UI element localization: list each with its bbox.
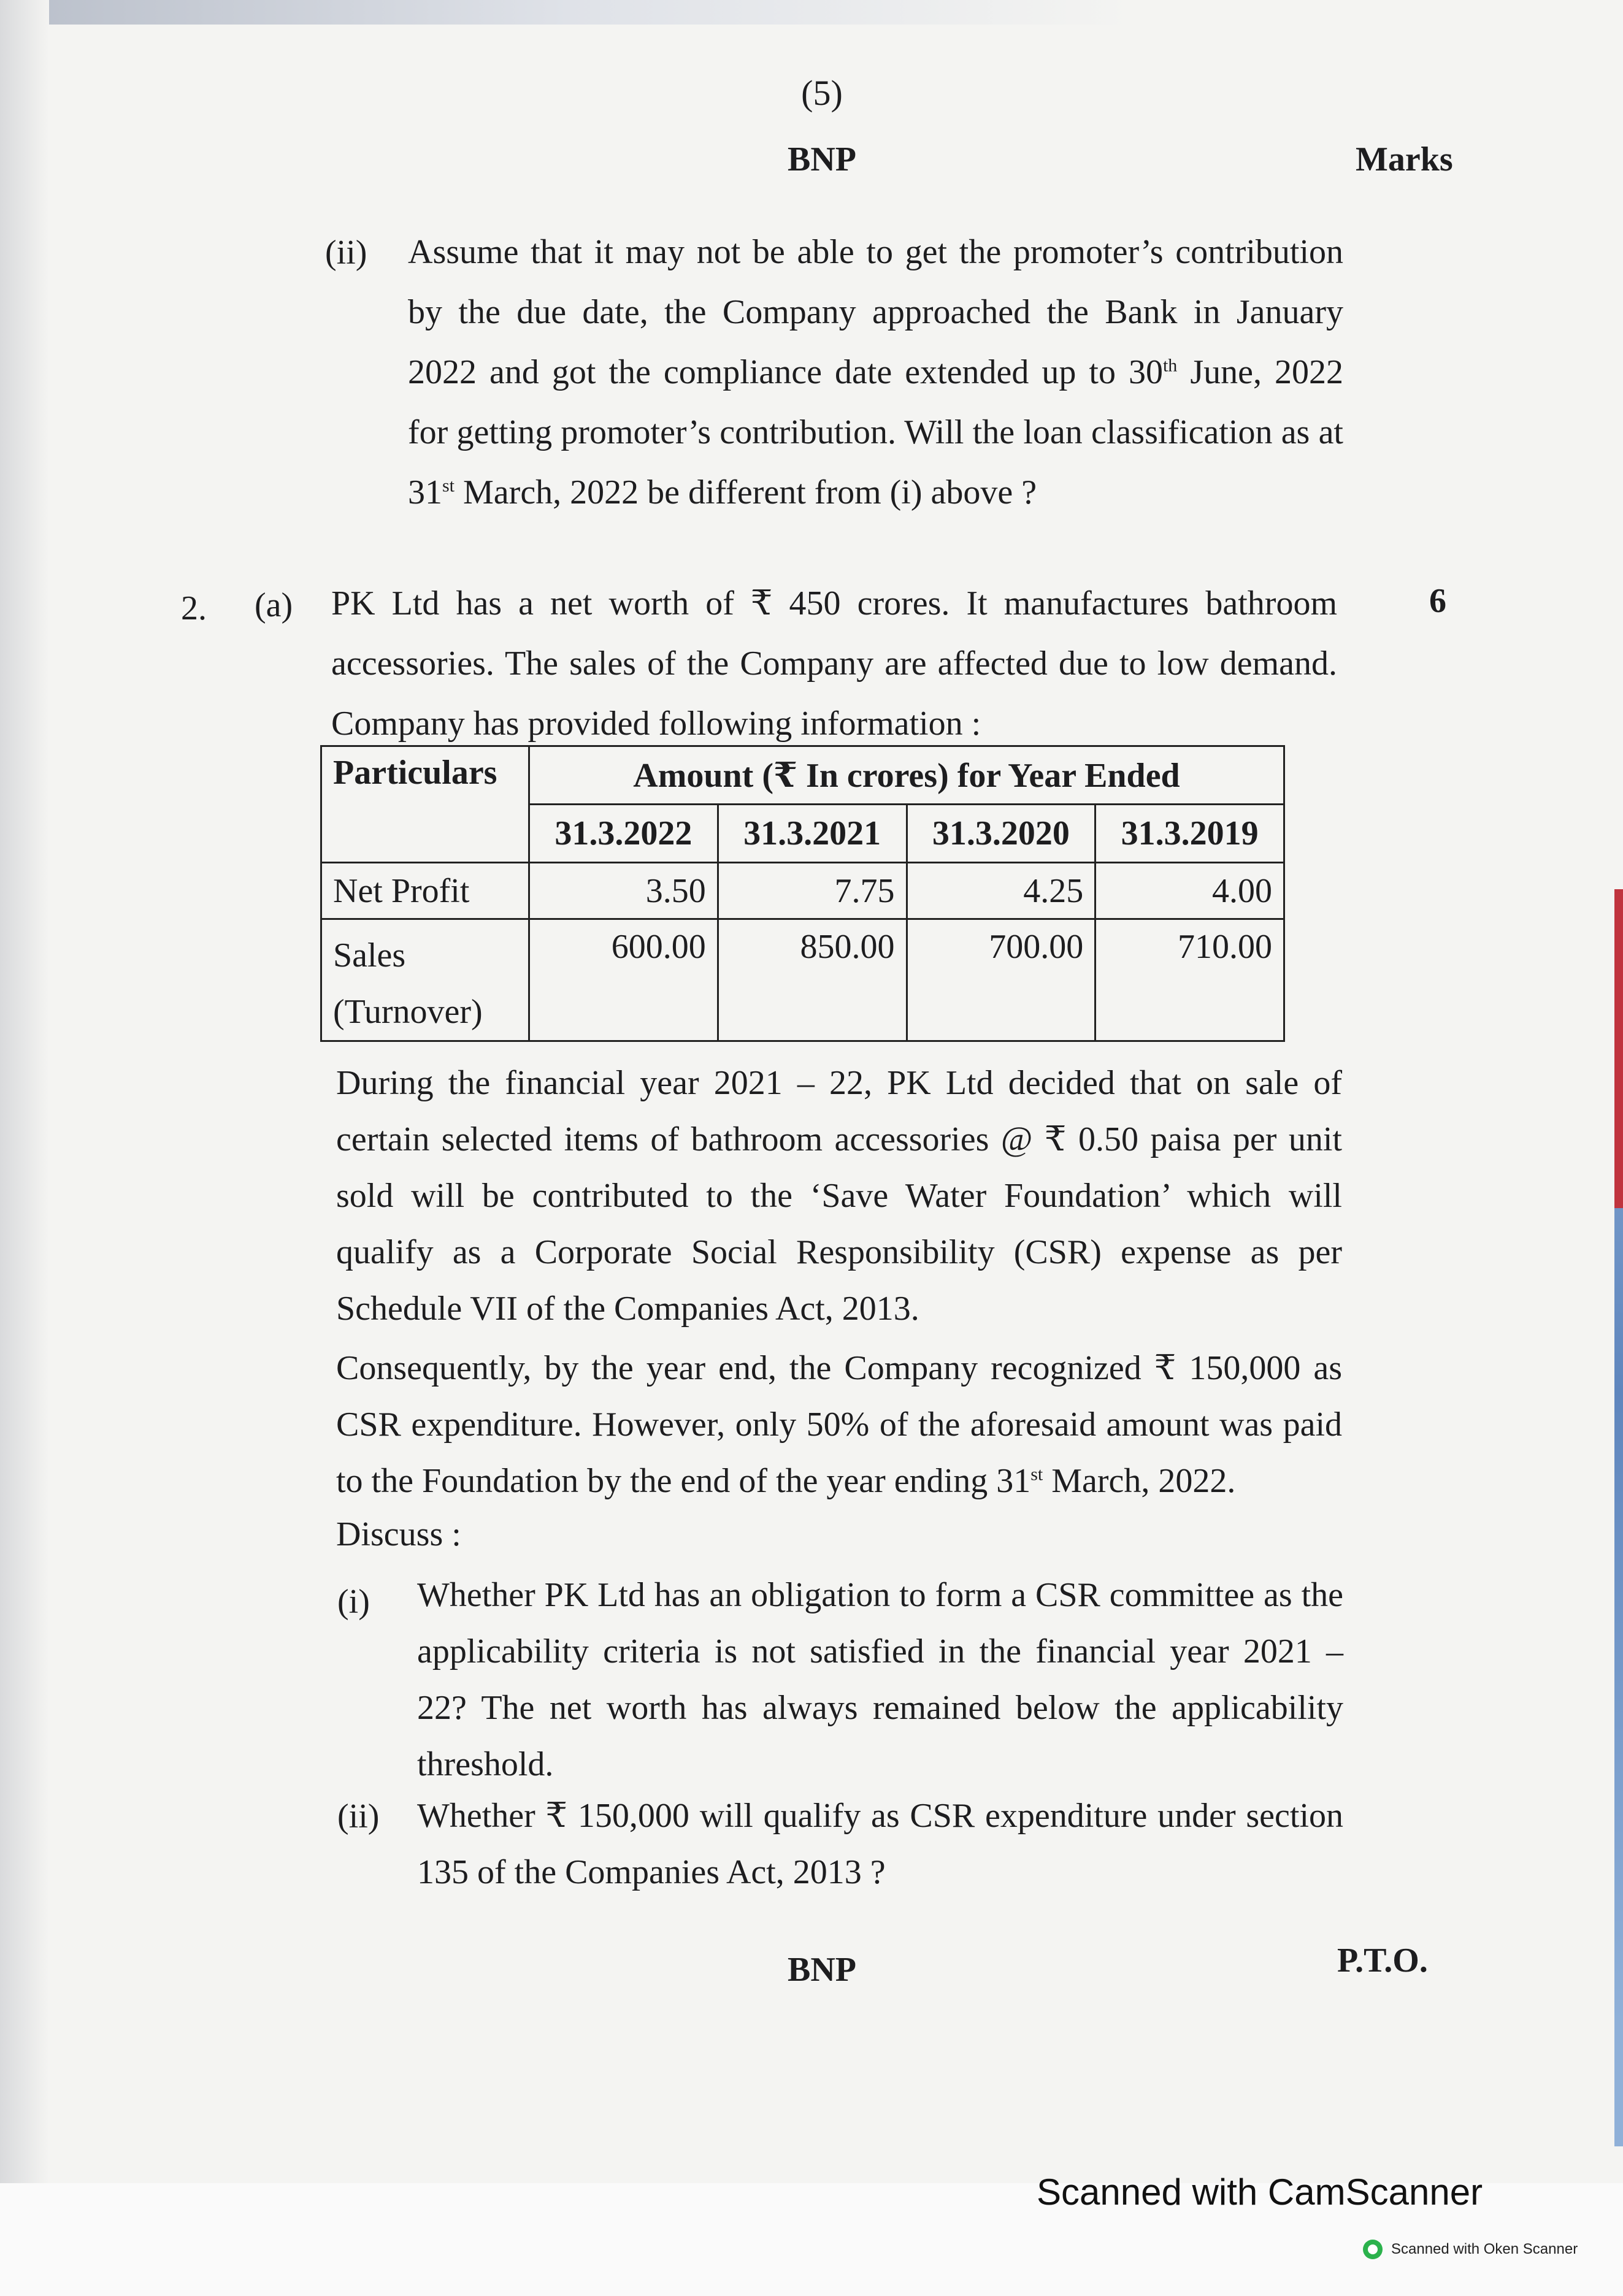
table-year: 31.3.2022 — [529, 805, 718, 863]
table-year: 31.3.2020 — [907, 805, 1095, 863]
scan-right-edge-red — [1614, 889, 1623, 1208]
q2-intro: PK Ltd has a net worth of ₹ 450 crores. It manufactures bathroom accessories. The sales of the Company are affected due to low demand. Company has provided following information : — [331, 584, 1337, 743]
oken-logo-icon — [1362, 2238, 1384, 2260]
header-code: BNP — [788, 140, 856, 178]
table-cell: 600.00 — [529, 919, 718, 1041]
table-row — [321, 863, 1284, 919]
table-header-particulars: Particulars — [321, 746, 529, 863]
table-cell: 710.00 — [1095, 919, 1284, 1041]
sub-i-text: Whether PK Ltd has an obligation to form a CSR committee as the applicability criteria is not satisfied in the financial year 2021 – 22? The net worth has always remained below the applicability threshold. — [417, 1576, 1343, 1783]
q2-marks: 6 — [1429, 582, 1446, 620]
table-cell: 700.00 — [907, 919, 1095, 1041]
q2-number: 2. — [181, 589, 207, 627]
table-year: 31.3.2019 — [1095, 805, 1284, 863]
sub-ii-text: Whether ₹ 150,000 will qualify as CSR expenditure under section 135 of the Companies Act, 2013 ? — [417, 1797, 1343, 1891]
discuss-label: Discuss : — [336, 1515, 461, 1553]
camscanner-watermark: Scanned with CamScanner — [1037, 2172, 1483, 2213]
table-cell: 850.00 — [718, 919, 907, 1041]
table-row-label: Sales (Turnover) — [321, 919, 529, 1041]
sub-ii-label: (ii) — [337, 1797, 380, 1835]
footer-code: BNP — [788, 1951, 856, 1989]
pto-label: P.T.O. — [1337, 1942, 1428, 1980]
q2-part-label: (a) — [255, 586, 293, 624]
q2-paragraph-2: Consequently, by the year end, the Company recognized ₹ 150,000 as CSR expenditure. However, only 50% of the aforesaid amount was paid to the Foundation by the end of the year ending 31st March, 2022. — [336, 1349, 1342, 1500]
marks-label: Marks — [1356, 140, 1453, 178]
q1-part-ii-label: (ii) — [325, 234, 367, 272]
table-row — [321, 919, 1284, 1041]
sub-i-label: (i) — [337, 1583, 370, 1621]
page-number: (5) — [801, 73, 843, 113]
table-row-label: Net Profit — [321, 863, 529, 919]
scan-left-edge — [0, 0, 49, 2183]
table-header-amount: Amount (₹ In crores) for Year Ended — [529, 746, 1284, 805]
table-year: 31.3.2021 — [718, 805, 907, 863]
financial-table — [320, 745, 1285, 1042]
table-cell: 7.75 — [718, 863, 907, 919]
table-cell: 4.00 — [1095, 863, 1284, 919]
q2-paragraph-1: During the financial year 2021 – 22, PK Ltd decided that on sale of certain selected items of bathroom accessories @ ₹ 0.50 paisa per unit sold will be contributed to the ‘Save Water Foundation’ which will qualify as a Corporate Social Responsibility (CSR) expense as per Schedule VII of the Companies Act, 2013. — [336, 1064, 1342, 1328]
oken-watermark: Scanned with Oken Scanner — [1362, 2238, 1578, 2260]
table-cell: 3.50 — [529, 863, 718, 919]
q1-part-ii-text: Assume that it may not be able to get the promoter’s contribution by the due date, the Company approached the Bank in January 2022 and got the compliance date extended up to 30th June, 2022 for getting promoter’s contribution. Will the loan classification as at 31st March, 2022 be different from (i) above ? — [408, 233, 1343, 511]
table-cell: 4.25 — [907, 863, 1095, 919]
scan-top-edge — [0, 0, 1623, 25]
